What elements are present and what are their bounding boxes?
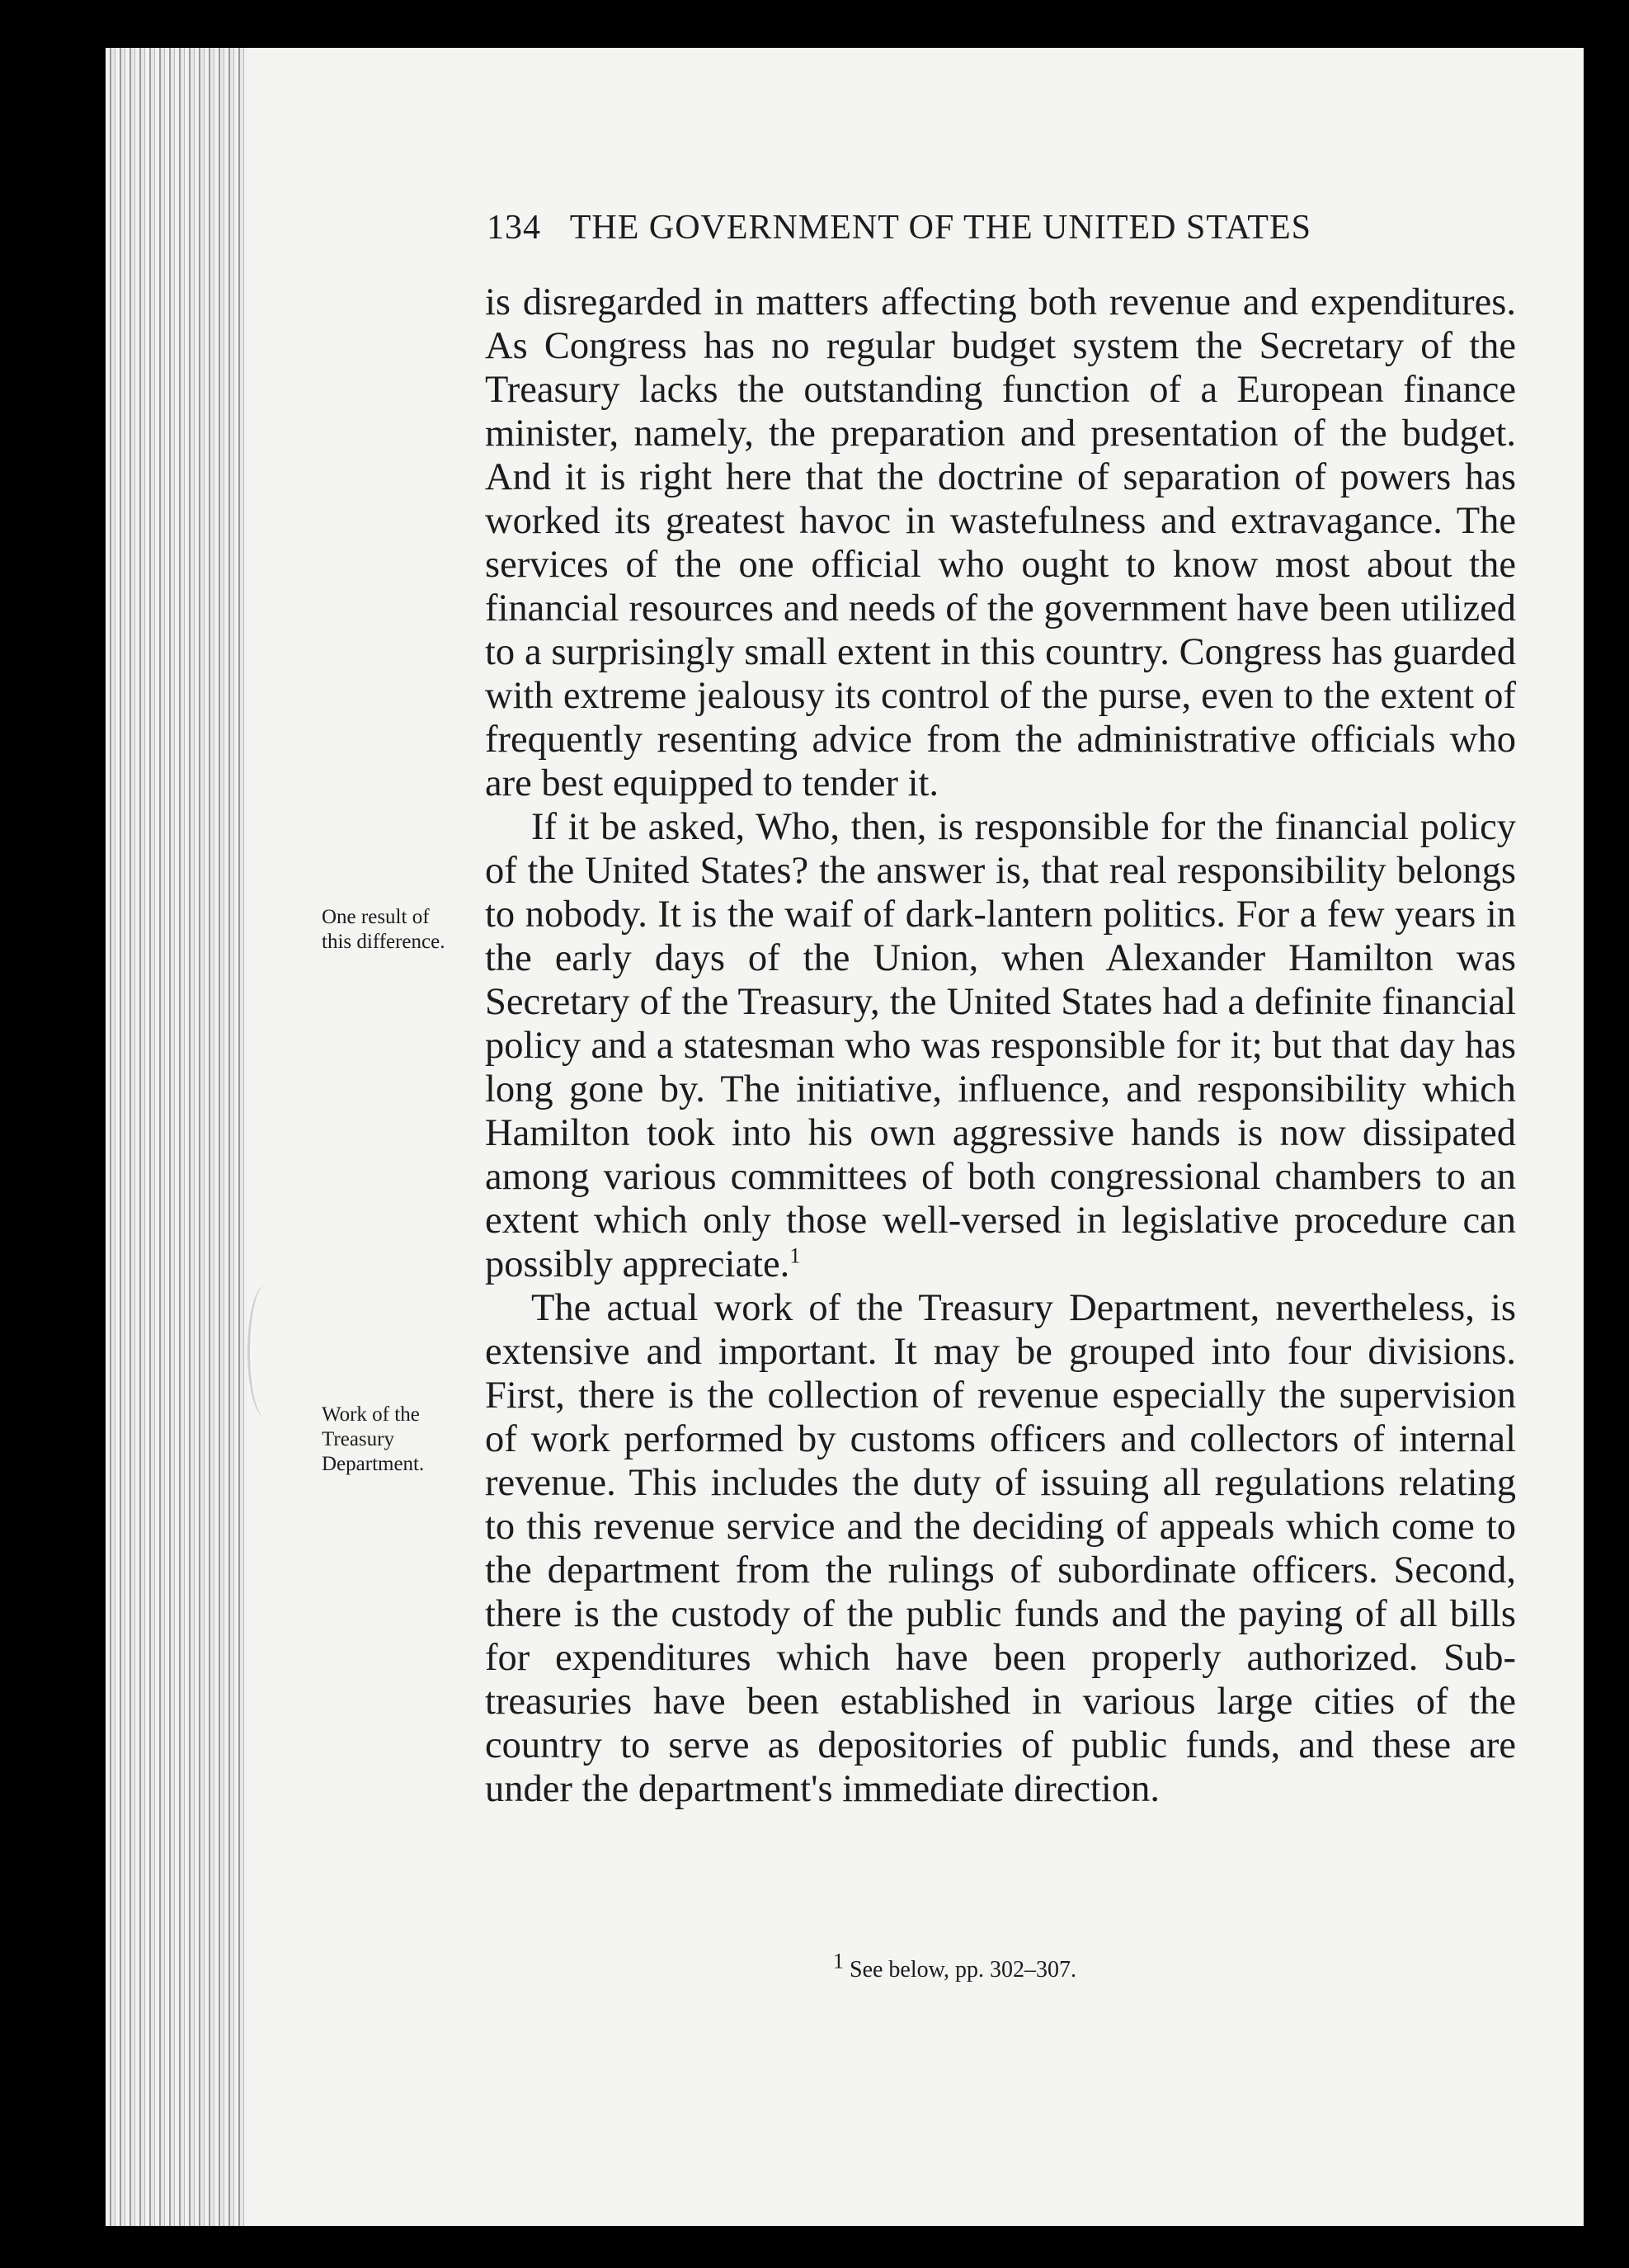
paragraph-responsibility-text: If it be asked, Who, then, is responsible for the financial policy of the United States? the answer is, that real responsibility belongs to nobody. It is the waif of dark-lantern politics. For a few years in the early days of the Union, when Alexander Hamilton was Secretary of the Treasury, the United States had a definite financial policy and a statesman who was responsible for it; but that day has long gone by. The initiative, influence, and responsibility which Hamilton took into his own aggressive hands is now dissipated among various committees of both congressional chambers to an extent which only those well-versed in legislative procedure can possibly appreciate. xyxy=(485,806,1516,1285)
paragraph-responsibility xyxy=(485,805,1516,1286)
footnote-marker: 1 xyxy=(833,1949,844,1973)
paragraph-continued: is disregarded in matters affecting both revenue and expenditures. As Congress has no regular budget system the Secretary of the Treasury lacks the outstanding function of a European finance minister, namely, the preparation and presentation of the budget. And it is right here that the doctrine of separation of powers has worked its greatest havoc in wastefulness and extravagance. The services of the one official who ought to know most about the financial resources and needs of the government have been utilized to a surprisingly small extent in this country. Congress has guarded with extreme jealousy its control of the purse, even to the extent of frequently resenting advice from the administrative officials who are best equipped to tender it. xyxy=(485,281,1516,804)
footnote-reference: 1 xyxy=(789,1243,801,1268)
binding-shadow xyxy=(247,1285,283,1417)
footnote xyxy=(833,1949,1077,1983)
page-number: 134 xyxy=(487,209,541,247)
running-head xyxy=(487,208,1410,248)
page-edges-stack xyxy=(106,48,252,2226)
margin-note-one-result: One result of this difference. xyxy=(322,906,445,953)
body-text xyxy=(485,281,1516,1811)
footnote-text: See below, pp. 302–307. xyxy=(850,1957,1077,1983)
margin-note-treasury-work: Work of the Treasury Department. xyxy=(322,1403,425,1475)
running-head-title: THE GOVERNMENT OF THE UNITED STATES xyxy=(569,209,1311,247)
paragraph-treasury-work: The actual work of the Treasury Department, nevertheless, is extensive and important. It may be grouped into four divisions. First, there is the collection of revenue especially the supervision of work performed by customs officers and collectors of internal revenue. This includes the duty of issuing all regulations relating to this revenue service and the deciding of appeals which come to the department from the rulings of subordinate officers. Second, there is the custody of the public funds and the paying of all bills for expenditures which have been properly authorized. Sub-treasuries have been established in various large cities of the country to serve as depositories of public funds, and these are under the department's immediate direction. xyxy=(485,1287,1516,1810)
